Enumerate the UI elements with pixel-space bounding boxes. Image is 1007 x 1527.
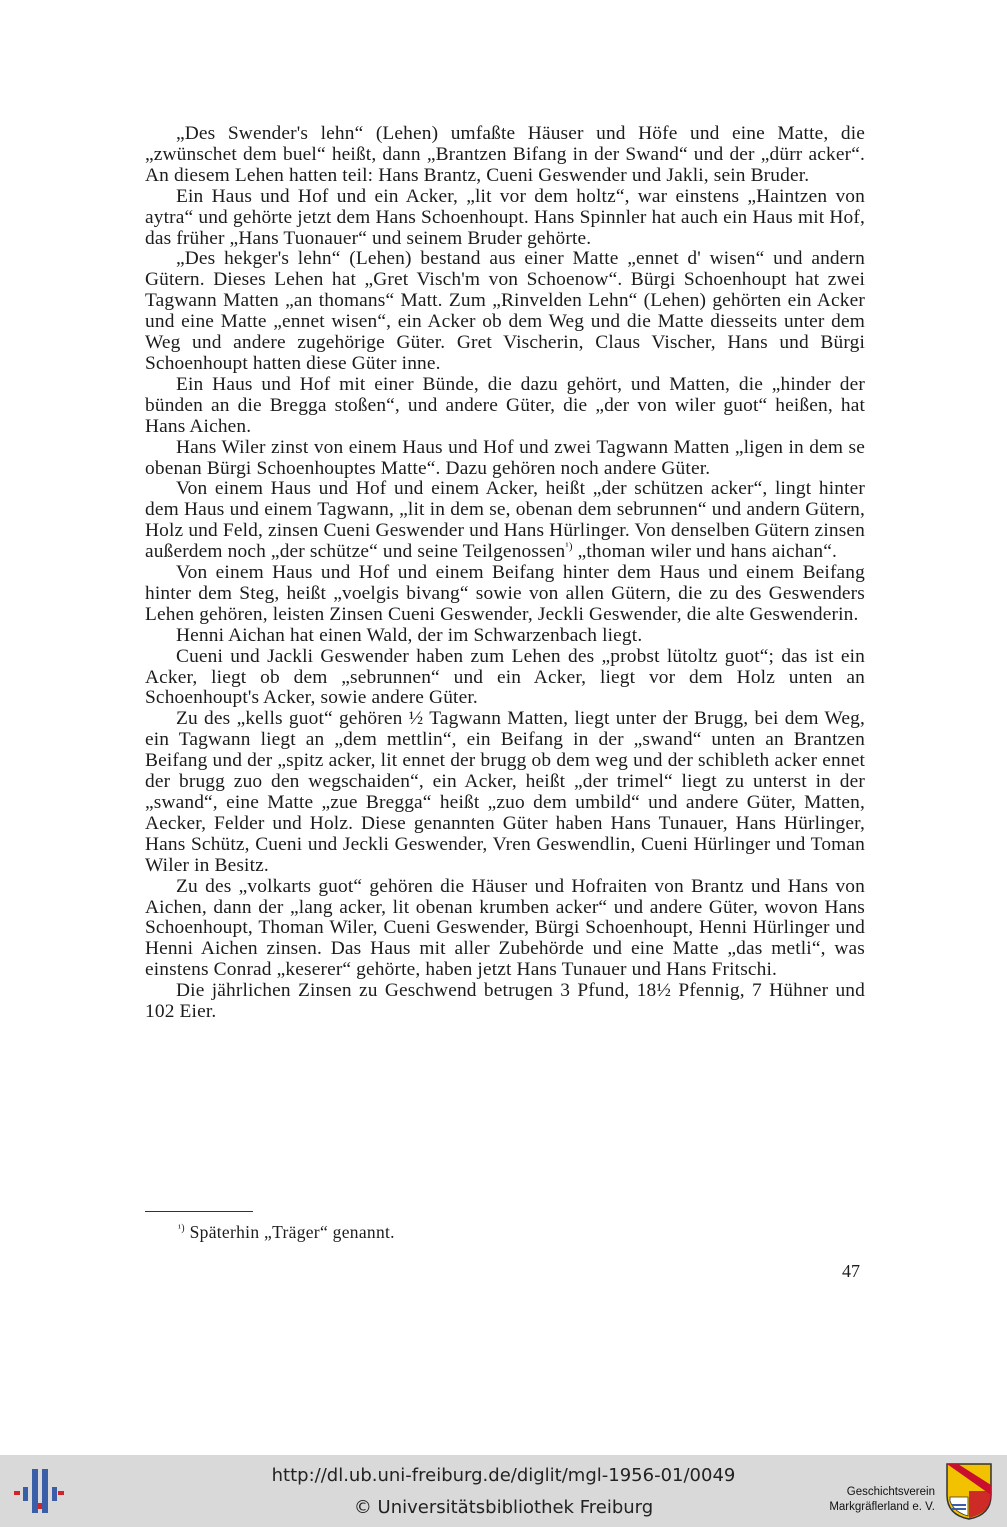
coat-of-arms-icon[interactable] xyxy=(944,1461,994,1521)
paragraph-text-tail: „thoman wiler und hans aichan“. xyxy=(572,541,837,563)
footnote-reference[interactable]: ¹) xyxy=(565,540,573,553)
paragraph: „Des Swender's lehn“ (Lehen) umfaßte Häuser und Höfe und eine Matte, die „zwünschet dem buel“ heißt, dann „Brantzen Bifang in der Swand“ und der „dürr acker“. An diesem Lehen hatten teil: Hans Brantz, Cueni Geswender und Jakli, sein Bruder. xyxy=(145,123,865,186)
page-number: 47 xyxy=(842,1261,860,1281)
paragraph: Ein Haus und Hof mit einer Bünde, die dazu gehört, und Matten, die „hinder der bünden an die Bregga stoßen“, und andere Güter, die „der von wiler guot“ heißen, hat Hans Aichen. xyxy=(145,373,865,437)
footnote-text: Späterhin „Träger“ genannt. xyxy=(184,1222,395,1242)
footer-copyright: © Universitätsbibliothek Freiburg xyxy=(353,1497,654,1518)
paragraph: Ein Haus und Hof und ein Acker, „lit vor dem holtz“, war einstens „Haintzen von aytra“ und gehörte jetzt dem Hans Schoenhoupt. Hans Spinnler hat auch ein Haus mit Hof, das früher „Hans Tuonauer“ und seinem Bruder gehörte. xyxy=(145,185,865,249)
footer-bar xyxy=(0,1455,1007,1527)
paragraph: Cueni und Jackli Geswender haben zum Lehen des „probst lütoltz guot“; das ist ein Acker, liegt ob dem „sebrunnen“ und ein Acker, liegt vor dem Holz unten an Schoenhoupt's Acker, sowie andere Güter. xyxy=(145,645,865,709)
org-name-line1: Geschichtsverein xyxy=(846,1486,935,1498)
footnote-mark: ¹) xyxy=(178,1223,185,1235)
paragraph: Zu des „volkarts guot“ gehören die Häuser und Hofraiten von Brantz und Hans von Aichen, dann der „lang acker, lit obenan krumben acker“ und andere Güter, wovon Hans Schoenhoupt, Thoman Wiler, Cueni Geswender, Bürgi Schoenhoupt, Henni Hürlinger und Henni Aichen zinsen. Das Haus mit aller Zubehörde und eine Matte „das metli“, was einstens Conrad „keserer“ gehörte, haben jetzt Hans Tunauer und Hans Fritschi. xyxy=(145,875,865,981)
footnote-divider xyxy=(145,1211,253,1212)
paragraph-with-footnote xyxy=(145,479,865,563)
paragraph: „Des hekger's lehn“ (Lehen) bestand aus einer Matte „ennet d' wisen“ und andern Gütern. Dieses Lehen hat „Gret Visch'm von Schoenow“. Bürgi Schoenhoupt hat zwei Tagwann Matten „an thomans“ Matt. Zum „Rinvelden Lehn“ (Lehen) gehörten ein Acker und eine Matte „ennet wisen“, ein Acker ob dem Weg und die Matte diesseits unter dem Weg und andere zugehörige Güter. Gret Vischerin, Claus Vischer, Hans und Bürgi Schoenhoupt hatten diese Güter inne. xyxy=(145,248,865,374)
footnote xyxy=(178,1222,395,1242)
body-text xyxy=(145,124,865,1023)
paragraph: Von einem Haus und Hof und einem Beifang hinter dem Haus und einem Beifang hinter dem Steg, heißt „voelgis bivang“ sowie von allen Gütern, die zu des Geswenders Lehen gehören, leisten Zinsen Cueni Geswender, Jeckli Geswender, die alte Geswenderin. xyxy=(145,562,865,625)
footer-organization xyxy=(829,1485,935,1515)
org-name-line2: Markgräflerland e. V. xyxy=(829,1501,935,1513)
footer-url-link[interactable]: http://dl.ub.uni-freiburg.de/diglit/mgl-1956-01/0049 xyxy=(271,1465,736,1486)
paragraph-text: Von einem Haus und Hof und einem Acker, heißt „der schützen acker“, lingt hinter dem Haus und einem Tagwann, „lit in dem se, obenan dem sebrunnen“ und andern Gütern, Holz und Feld, zinsen Cueni Geswender und Hans Hürlinger. Von denselben Gütern zinsen außerdem noch „der schütze“ und seine Teilgenossen xyxy=(145,478,865,563)
paragraph: Die jährlichen Zinsen zu Geschwend betrugen 3 Pfund, 18½ Pfennig, 7 Hühner und 102 Eier. xyxy=(145,980,865,1023)
paragraph: Hans Wiler zinst von einem Haus und Hof und zwei Tagwann Matten „ligen in dem se obenan Bürgi Schoenhouptes Matte“. Dazu gehören noch andere Güter. xyxy=(145,436,865,479)
paragraph: Zu des „kells guot“ gehören ½ Tagwann Matten, liegt unter der Brugg, bei dem Weg, ein Tagwann liegt an „dem mettlin“, ein Beifang in der „swand“ unten an Brantzen Beifang und der „spitz acker, lit ennet der brugg ob dem weg und der schibleth acker ennet der brugg zuo den wegschaiden“, ein Acker, heißt „der trimel“ liegt zu unterst in der „swand“, eine Matte „zue Bregga“ heißt „zuo dem umbild“ und andere Güter, Matten, Aecker, Felder und Holz. Diese genannten Güter haben Hans Tunauer, Hans Hürlinger, Hans Schütz, Cueni und Jeckli Geswender, Vren Geswendlin, Cueni Hürlinger und Toman Wiler in Besitz. xyxy=(145,708,865,876)
paragraph: Henni Aichan hat einen Wald, der im Schwarzenbach liegt. xyxy=(176,624,643,646)
